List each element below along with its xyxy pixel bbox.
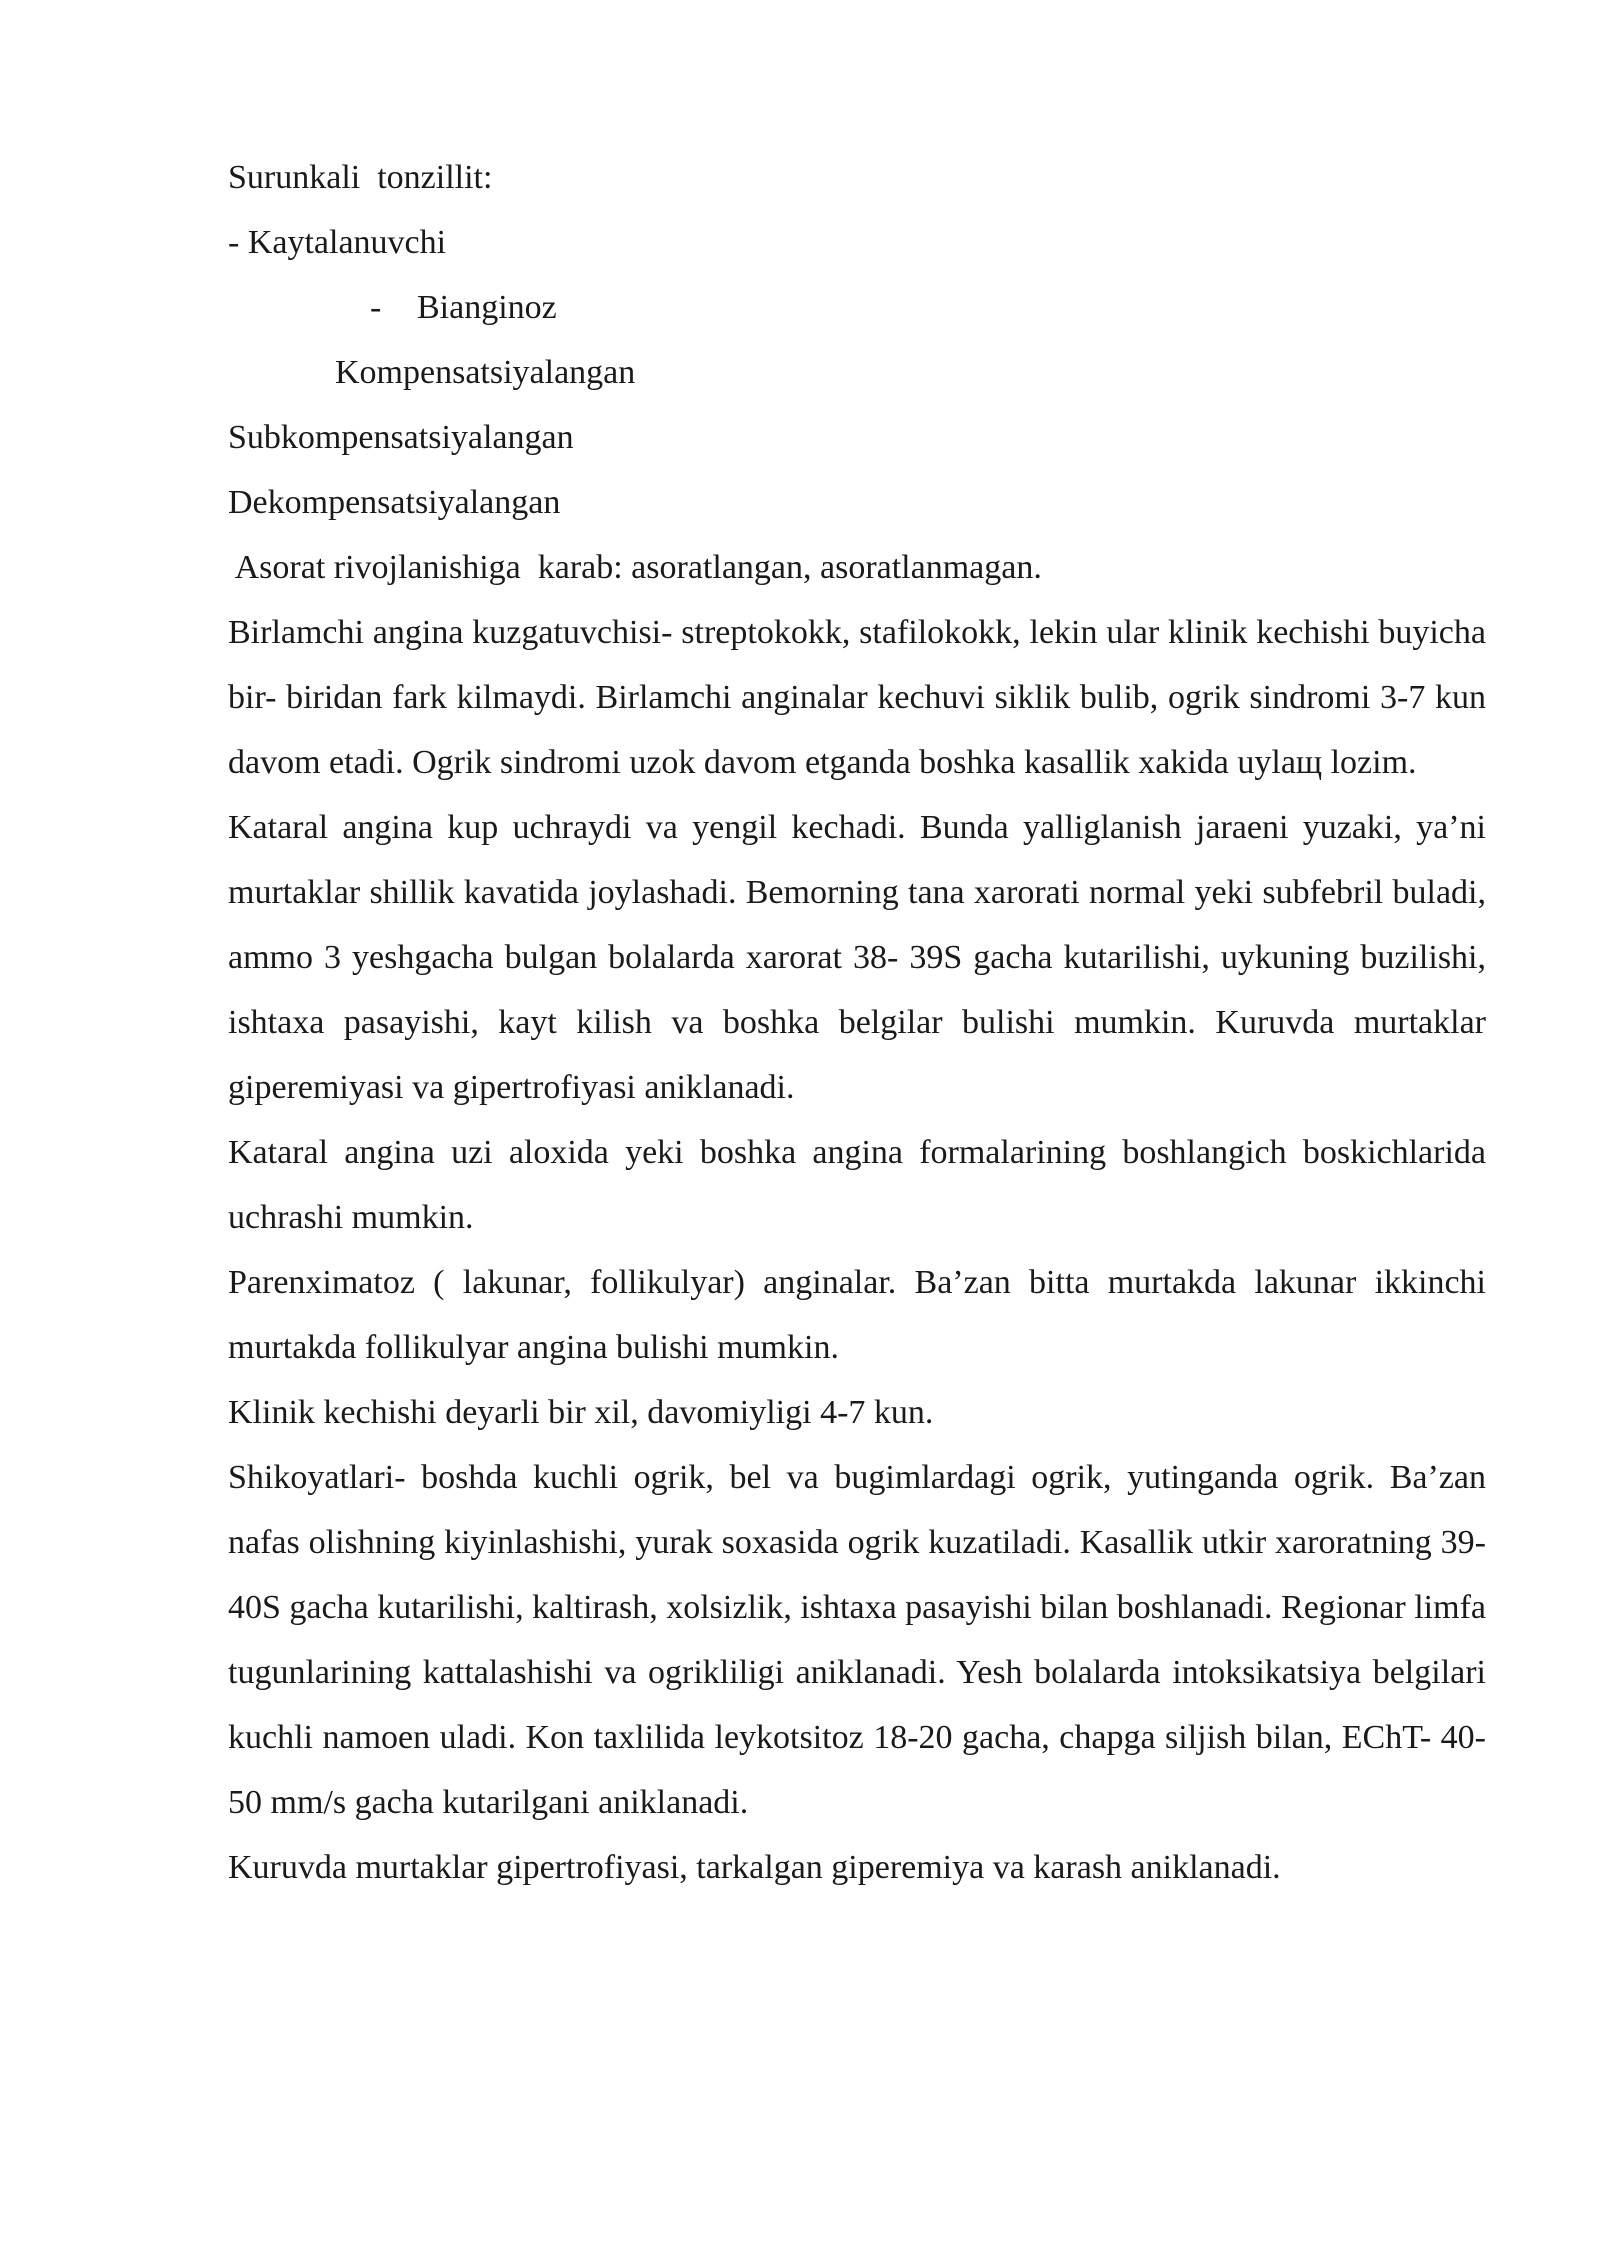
list-dash: - [370, 289, 382, 326]
paragraph-kataral: Kataral angina kup uchraydi va yengil kechadi. Bunda yalliglanish jaraeni yuzaki, ya’ni murtaklar shillik kavatida joylashadi. Bemorning tana xarorati normal yeki subfebril buladi, ammo 3 yeshgacha bulgan bolalarda xarorat 38- 39S gacha kutarilishi, uykuning buzilishi, ishtaxa pasayishi, kayt kilish va boshka belgilar bulishi mumkin. Kuruvda murtaklar giperemiyasi va gipertrofiyasi aniklanadi. [228, 809, 1486, 1106]
list-item-label: Bianginoz [417, 289, 557, 326]
document-body [228, 145, 1486, 1900]
paragraph-klinik: Klinik kechishi deyarli bir xil, davomiyligi 4-7 kun. [228, 1394, 934, 1431]
paragraph-kataral-forms: Kataral angina uzi aloxida yeki boshka angina formalarining boshlangich boskichlarida uchrashi mumkin. [228, 1134, 1486, 1236]
asorat-line: Asorat rivojlanishiga karab: asoratlangan, asoratlanmagan. [228, 549, 1042, 586]
list-item-dekompensatsiyalangan: Dekompensatsiyalangan [228, 484, 561, 521]
paragraph-kuruvda: Kuruvda murtaklar gipertrofiyasi, tarkalgan giperemiya va karash aniklanadi. [228, 1849, 1281, 1886]
paragraph-shikoyatlari: Shikoyatlari- boshda kuchli ogrik, bel va bugimlardagi ogrik, yutinganda ogrik. Ba’zan nafas olishning kiyinlashishi, yurak soxasida ogrik kuzatiladi. Kasallik utkir xaroratning 39- 40S gacha kutarilishi, kaltirash, xolsizlik, ishtaxa pasayishi bilan boshlanadi. Regionar limfa tugunlarining kattalashishi va ogrikliligi aniklanadi. Yesh bolalarda intoksikatsiya belgilari kuchli namoen uladi. Kon taxlilida leykotsitoz 18-20 gacha, chapga siljish bilan, EChT- 40-50 mm/s gacha kutarilgani aniklanadi. [228, 1459, 1486, 1821]
paragraph-parenximatoz: Parenximatoz ( lakunar, follikulyar) anginalar. Ba’zan bitta murtakda lakunar ikkinchi murtakda follikulyar angina bulishi mumkin. [228, 1264, 1486, 1366]
list-item-kompensatsiyalangan: Kompensatsiyalangan [335, 354, 636, 391]
list-item-bianginoz [228, 275, 1486, 340]
list-item-kaytalanuvchi: - Kaytalanuvchi [228, 224, 447, 261]
classification-title: Surunkali tonzillit: [228, 159, 493, 196]
paragraph-birlamchi: Birlamchi angina kuzgatuvchisi- streptokokk, stafilokokk, lekin ular klinik kechishi buyicha bir- biridan fark kilmaydi. Birlamchi anginalar kechuvi siklik bulib, ogrik sindromi 3-7 kun davom etadi. Ogrik sindromi uzok davom etganda boshka kasallik xakida uylaщ lozim. [228, 614, 1486, 781]
list-item-subkompensatsiyalangan: Subkompensatsiyalangan [228, 419, 574, 456]
